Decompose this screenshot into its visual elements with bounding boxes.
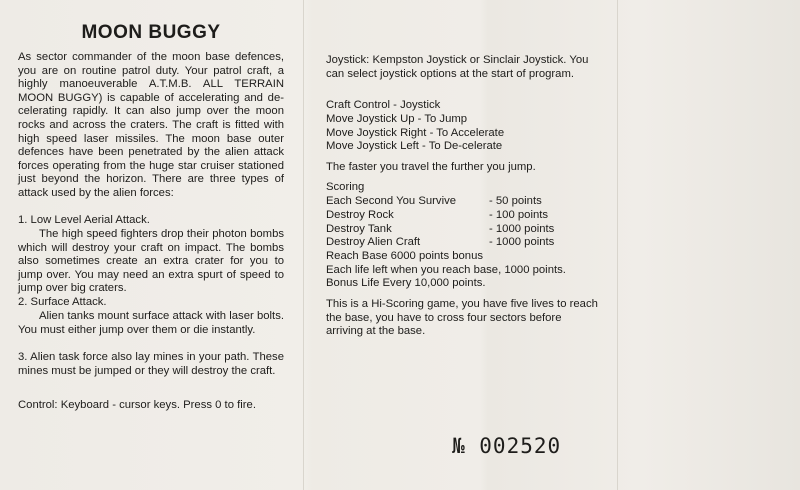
scoring-points: - 1000 points — [489, 223, 555, 235]
scoring-label: Each Second You Survive — [326, 195, 457, 207]
scoring-points: - 1000 points — [489, 236, 555, 248]
attack-item-3-text: 3. Alien task force also lay mines in your path. These mines must be jumped or they will destroy the craft. — [18, 351, 284, 377]
faster-line: The faster you travel the further you jump. — [326, 161, 536, 173]
attack-item-1-text: The high speed fighters drop their photon bombs which will destroy your craft on impact. The bombs also sometimes create an extra crater for you to jump over. You may need an extra spurt of speed to jump over big craters. — [18, 228, 284, 295]
intro-paragraph: As sector commander of the moon base defences, you are on routine patrol duty. Your patrol craft, a highly manoeuverable A.T.M.B. ALL TERRAIN MOON BUGGY) is capable of accelerating and de-celerating rapidly. It can also jump over the moon rocks and across the craters. The craft is fitted with high speed laser missiles. The moon base outer defences have been penetrated by the alien attack forces operating from the huge star cruiser stationed just beyond the horizon. There are three types of attack used by the alien forces: — [18, 51, 284, 199]
bonus-life-line: Bonus Life Every 10,000 points. — [326, 277, 486, 289]
page-title: MOON BUGGY — [81, 22, 221, 43]
scoring-heading: Scoring — [326, 181, 365, 193]
attack-item-2-text: Alien tanks mount surface attack with laser bolts. You must either jump over them or die instantly. — [18, 310, 284, 336]
joystick-paragraph: Joystick: Kempston Joystick or Sinclair Joystick. You can select joystick options at the start of program. — [326, 54, 589, 80]
each-life-line: Each life left when you reach base, 1000 points. — [326, 264, 566, 276]
fold-line — [303, 0, 304, 490]
attack-item-2-heading: 2. Surface Attack. — [18, 296, 107, 308]
control-keys: Control: Keyboard - cursor keys. Press 0 to fire. — [18, 399, 256, 411]
reach-base-line: Reach Base 6000 points bonus — [326, 250, 484, 262]
craft-control-line: Craft Control - Joystick — [326, 99, 441, 111]
control-left-line: Move Joystick Left - To De-celerate — [326, 140, 503, 152]
control-up-line: Move Joystick Up - To Jump — [326, 113, 468, 125]
hiscore-paragraph: This is a Hi-Scoring game, you have five lives to reach the base, you have to cross four sectors before arriving at the base. — [326, 298, 598, 338]
scoring-label: Destroy Alien Craft — [326, 236, 421, 248]
attack-item-1-heading: 1. Low Level Aerial Attack. — [18, 214, 150, 226]
scoring-label: Destroy Tank — [326, 223, 392, 235]
scoring-label: Destroy Rock — [326, 209, 394, 221]
scoring-points: - 100 points — [489, 209, 549, 221]
fold-line — [617, 0, 618, 490]
scoring-points: - 50 points — [489, 195, 542, 207]
serial-number: № 002520 — [452, 434, 562, 458]
control-right-line: Move Joystick Right - To Accelerate — [326, 127, 505, 139]
